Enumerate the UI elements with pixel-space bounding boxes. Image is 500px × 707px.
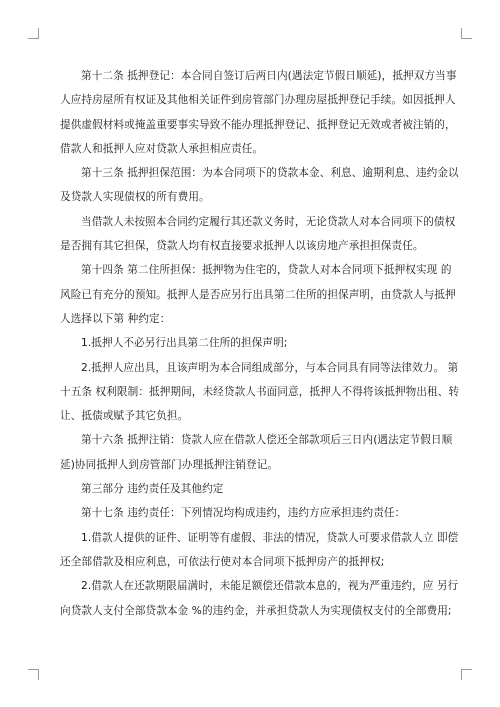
- text-line: 第十六条 抵押注销：贷款人应在借款人偿还全部款项后三日内(遇法定节假日顺: [81, 434, 453, 447]
- text-line: 风险已有充分的预知。抵押人是否应另行出具第二住所的担保声明，由贷款人与抵押: [60, 288, 456, 301]
- text-line: 2.抵押人应出具，且该声明为本合同组成部分，与本合同具有同等法律效力。 第: [81, 361, 459, 374]
- text-line: 2.借款人在还款期限届满时，未能足额偿还借款本息的，视为严重违约，应 另行: [81, 580, 459, 593]
- text-line: 人应持房屋所有权证及其他相关证件到房管部门办理房屋抵押登记手续。如因抵押人: [60, 94, 456, 107]
- text-line: 延)协同抵押人到房管部门办理抵押注销登记。: [60, 458, 279, 471]
- text-line: 1.抵押人不必另行出具第二住所的担保声明;: [81, 337, 288, 350]
- document-body: [60, 64, 460, 623]
- crop-mark-bottom-left: [28, 669, 39, 680]
- text-line: 借款人和抵押人应对贷款人承担相应责任。: [60, 142, 264, 155]
- text-line: 当借款人未按照本合同约定履行其还款义务时，无论贷款人对本合同项下的债权: [81, 215, 456, 228]
- text-line: 还全部借款及相应利息，可依法行使对本合同项下抵押房产的抵押权;: [60, 555, 385, 568]
- text-line: 提供虚假材料或掩盖重要事实导致不能办理抵押登记、抵押登记无效或者被注销的，: [60, 118, 456, 131]
- text-line: 第十二条 抵押登记：本合同自签订后两日内(遇法定节假日顺延)，抵押双方当事: [81, 70, 457, 82]
- crop-mark-top-right: [461, 28, 472, 39]
- text-line: 第十七条 违约责任：下列情况均构成违约，违约方应承担违约责任：: [81, 507, 406, 520]
- text-line: 让、抵债或赋予其它负担。: [60, 410, 189, 423]
- text-line: 向贷款人支付全部贷款本金 %的违约金，并承担贷款人为实现债权支付的全部费用;: [60, 604, 452, 617]
- text-line: 及贷款人实现债权的所有费用。: [60, 191, 210, 204]
- crop-mark-top-left: [28, 28, 39, 39]
- text-line: 是否拥有其它担保，贷款人均有权直接要求抵押人以该房地产承担担保责任。: [60, 240, 424, 253]
- text-line: 第十三条 抵押担保范围：为本合同项下的贷款本金、利息、逾期利息、违约金以: [81, 167, 459, 180]
- text-line: 人选择以下第 种约定：: [60, 312, 171, 325]
- text-line: 1.借款人提供的证件、证明等有虚假、非法的情况，贷款人可要求借款人立 即偿: [81, 531, 459, 544]
- text-line: 第十四条 第二住所担保：抵押物为住宅的，贷款人对本合同项下抵押权实现 的: [81, 264, 452, 277]
- crop-mark-bottom-right: [461, 669, 472, 680]
- section-heading: 第三部分 违约责任及其他约定: [81, 483, 224, 496]
- text-line: 十五条 权利限制：抵押期间，未经贷款人书面同意，抵押人不得将该抵押物出租、转: [60, 385, 460, 398]
